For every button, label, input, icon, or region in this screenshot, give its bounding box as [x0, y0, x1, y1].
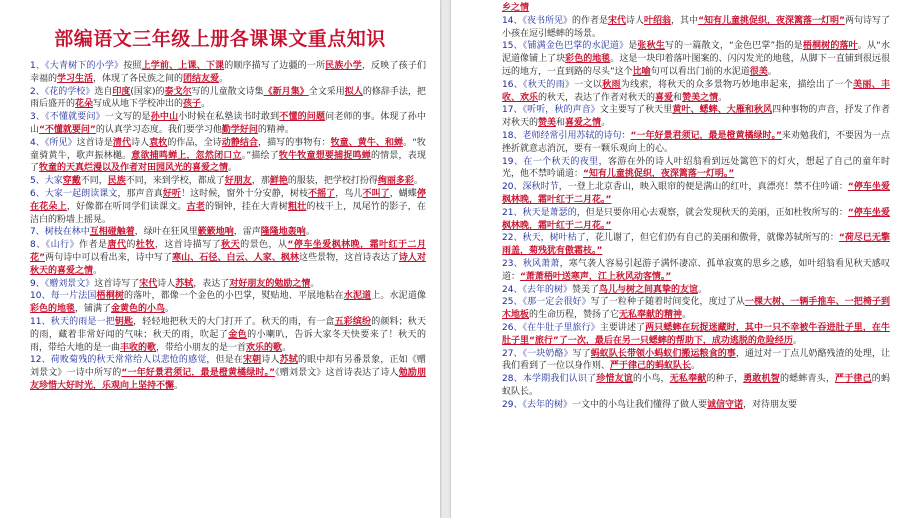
text-segment: 。”描绘了 — [241, 150, 279, 161]
text-segment: 选自 — [94, 86, 113, 97]
text-segment: 赞美了 — [571, 284, 599, 295]
text-segment: 上。水泥道像 — [371, 291, 426, 302]
text-segment: 写成从地下学校冲出的 — [93, 99, 184, 110]
key-phrase: 一棵大树、一辆手推车、一把椅子到木地板 — [502, 297, 890, 321]
text-segment: 全文采用 — [308, 86, 345, 97]
key-phrase: 袁枚 — [149, 137, 168, 148]
text-segment: 写了一粒种子随着时间变化，度过了从 — [590, 297, 745, 308]
text-segment: 的蚂蚁队长。 — [502, 374, 890, 397]
text-segment: 小时候在私塾读书时敢到 — [178, 112, 280, 123]
key-phrase: 无私奉献的精神 — [619, 310, 683, 321]
key-phrase: 美丽、丰收、欢乐 — [502, 79, 890, 103]
key-phrase: 簌簌地响 — [197, 227, 234, 238]
text-segment: 和 — [556, 118, 566, 129]
key-phrase: 严于律己的蚂蚁队长 — [610, 361, 692, 372]
key-phrase: 梧桐树 — [96, 291, 125, 302]
text-segment: ，蝴蝶 — [389, 188, 417, 199]
key-phrase: 赞美之情 — [682, 92, 719, 103]
page-right-content — [502, 2, 890, 412]
knowledge-item — [30, 278, 426, 291]
key-phrase: “知有儿童挑促织，夜深篱落一灯明” — [698, 15, 845, 26]
text-segment: 《赠刘景文》这首诗表达了诗人 — [275, 368, 399, 379]
text-segment: 。 — [282, 342, 292, 353]
key-phrase: 互相碰触着 — [89, 227, 135, 238]
key-phrase: “停车坐爱枫林晚，霜叶红于二月花。” — [502, 207, 890, 231]
text-segment: 这首诗是 — [76, 137, 113, 148]
key-phrase: 花朵 — [75, 99, 94, 110]
text-segment: 。 — [767, 66, 777, 77]
knowledge-item — [502, 181, 890, 207]
text-segment: ，描写的事物有： — [258, 137, 331, 148]
text-segment: 的作者是 — [571, 15, 608, 26]
text-segment: 25、《那一定会很好》 — [502, 297, 591, 308]
key-phrase: 金黄色的小鸟 — [111, 304, 166, 315]
key-phrase: 五彩缤纷 — [334, 316, 372, 327]
knowledge-item — [30, 239, 426, 277]
text-segment: 的情景，表现了 — [30, 150, 426, 174]
text-segment: 5、大家 — [30, 176, 63, 187]
text-segment: 。 — [165, 304, 175, 315]
key-phrase: 苏轼 — [279, 355, 298, 366]
text-segment: 。 — [310, 278, 320, 289]
text-segment: 16、《秋天的雨》 — [502, 79, 575, 90]
text-segment: 诗人 — [131, 137, 150, 148]
key-phrase: 金色 — [228, 329, 248, 340]
knowledge-item — [30, 226, 426, 239]
text-segment: 的颜料；秋天的雨，藏着非常好闻的气味；秋天的雨，吹起了 — [30, 316, 426, 340]
knowledge-item — [30, 175, 426, 188]
key-phrase: 不摇了 — [308, 188, 336, 199]
text-segment: ，绿叶在狂风里 — [134, 227, 198, 238]
key-phrase: 牧童、黄牛、和蝉 — [330, 137, 404, 148]
key-phrase: 钥匙 — [114, 316, 134, 327]
text-segment: 9、《赠刘景文》 — [30, 278, 95, 289]
text-segment: 的 — [126, 240, 136, 251]
text-segment: ，但是只要你用心去观察，就会发现秋天的美丽，正如杜牧所写的： — [576, 207, 848, 218]
text-segment: 15、《铺满金色巴掌的水泥道》 — [502, 41, 629, 52]
text-segment: 一文以 — [574, 79, 603, 90]
key-phrase: 宋代 — [608, 15, 627, 26]
key-phrase: “知有儿童挑促织，夜深篱落一灯明。” — [583, 169, 735, 180]
key-phrase: 牧牛牧童想要捕捉鸣蝉 — [278, 150, 371, 161]
text-segment: 3、《不懂就要问》 — [30, 112, 105, 123]
text-segment: 19、在一个秋天的夜里 — [502, 156, 599, 167]
text-segment: 诗人 — [261, 355, 280, 366]
key-phrase: 印度 — [112, 86, 131, 97]
knowledge-item — [502, 207, 890, 233]
key-phrase: 杜牧 — [135, 240, 155, 251]
text-segment: 。这是一块印着落叶图案的、闪闪发光的地毯，从脚下一直铺到很远很远的地方，一直到路的尽头”这个 — [502, 54, 890, 77]
key-phrase: 诚信守诺 — [706, 399, 743, 410]
text-segment: 28、本学期我们认识了 — [502, 374, 597, 385]
knowledge-item — [502, 130, 890, 156]
knowledge-item — [502, 284, 890, 297]
key-phrase: 清代 — [112, 137, 132, 148]
key-phrase: 不叫了 — [362, 188, 390, 199]
text-segment: 和 — [673, 92, 683, 103]
text-segment: 诗人 — [157, 278, 176, 289]
key-phrase: 秋天 — [221, 240, 241, 251]
text-segment: 27、《一块奶酪》 — [502, 348, 573, 359]
key-phrase: 喜爱 — [655, 92, 674, 103]
text-segment: 句可以看出门前的水泥道 — [650, 66, 750, 77]
knowledge-item — [502, 156, 890, 182]
text-segment: 的景色，从 — [240, 240, 288, 251]
key-phrase: 苏轼 — [175, 278, 194, 289]
knowledge-item — [502, 373, 890, 399]
text-segment: 主要讲述了 — [599, 322, 646, 333]
knowledge-item — [30, 111, 426, 137]
text-segment: 两句诗写了小孩在逗引蟋蟀的场景。 — [502, 15, 890, 39]
text-segment: 的精神。 — [257, 124, 294, 135]
text-segment: 21、秋天是萧瑟的 — [502, 207, 577, 218]
text-segment: 。 — [792, 335, 802, 346]
text-segment: 2、《花的学校》 — [30, 86, 95, 97]
text-segment: 的种子， — [706, 374, 744, 385]
key-phrase: 粗壮 — [287, 201, 307, 212]
text-segment: 问老师的事。体现了孙中山 — [30, 112, 426, 135]
key-phrase: “荷尽已无擎雨盖，菊残犹有傲霜枝。” — [502, 233, 890, 257]
key-phrase: 宋朝 — [243, 355, 262, 366]
text-segment: 4、《所见》 — [30, 137, 77, 148]
text-segment: 文主要写了秋天里 — [599, 105, 673, 116]
text-segment: 的蟋蟀青头， — [779, 374, 836, 385]
document-page-left — [0, 0, 440, 518]
knowledge-item — [30, 354, 426, 392]
key-phrase: 彩色的地毯 — [565, 54, 611, 65]
text-segment: ，那声音真 — [117, 188, 163, 199]
key-phrase: 好听 — [162, 188, 181, 199]
key-phrase: 比喻 — [632, 66, 651, 77]
text-segment: 8、《山行》 — [30, 240, 80, 251]
text-segment: 7、树枝在林中 — [30, 227, 90, 238]
text-segment: 一文写的是 — [104, 112, 151, 123]
knowledge-item — [502, 40, 890, 78]
key-phrase: “停车坐爱枫林晚，霜叶红于二月花。” — [502, 182, 890, 205]
text-segment: 。 — [691, 361, 701, 372]
key-phrase: 民族 — [107, 176, 126, 187]
key-phrase: 鲜艳 — [269, 176, 288, 187]
knowledge-item — [502, 232, 890, 258]
text-segment: 22、秋天，树叶枯了 — [502, 233, 586, 244]
text-segment: ，那 — [251, 176, 270, 187]
key-phrase: 动静结合 — [221, 137, 259, 148]
text-segment: ！这时候，窗外十分安静，树枝 — [181, 188, 309, 199]
key-phrase: 上学前、上课、下课 — [141, 61, 225, 71]
text-segment: 的落叶，都像一个金色的小巴掌，熨贴地、平展地粘在 — [124, 291, 344, 302]
text-segment: ，雷声 — [233, 227, 261, 238]
key-phrase: 拟人 — [344, 86, 363, 97]
text-segment: 的小鸟， — [633, 374, 670, 385]
key-phrase: 诗人对秋天的喜爱之情 — [30, 252, 426, 276]
text-segment: 24、《去年的树》 — [502, 284, 572, 295]
text-segment: 的作品，全诗 — [167, 137, 222, 148]
text-segment: 。 — [697, 284, 707, 295]
text-segment: 。 — [682, 310, 692, 321]
key-phrase: 勤学好问 — [221, 124, 258, 135]
text-segment: 29、《去年的树》 — [502, 399, 572, 410]
text-segment: 。 — [219, 73, 229, 84]
knowledge-item — [502, 296, 890, 322]
key-phrase: 牧童的天真烂漫以及作者对田园风光的喜爱之情 — [39, 163, 229, 174]
text-segment: 。 — [305, 227, 315, 238]
text-segment: 。从“水泥道像铺上了块 — [502, 41, 890, 65]
text-segment: 20、深秋时节 — [502, 182, 559, 193]
key-phrase: 孩子 — [183, 99, 202, 110]
key-phrase: 梧桐树的落叶 — [802, 41, 858, 52]
key-phrase: 严于律己 — [835, 374, 872, 385]
text-segment: 17、《听听，秋的声音》 — [502, 105, 600, 116]
key-phrase: 对好朋友的勉励之情 — [229, 278, 311, 289]
text-segment: 18、老师经常引用苏轼的诗句： — [502, 130, 631, 141]
text-segment: ，体现了各民族之间的 — [93, 73, 184, 84]
key-phrase: 古老 — [186, 201, 206, 212]
text-segment: 的秋天，表达了作者对秋天的 — [538, 92, 656, 103]
text-segment: 的顺序描写了边疆的一所 — [224, 61, 326, 71]
key-phrase: 勇敢机智 — [743, 374, 780, 385]
text-segment: 。 — [174, 380, 184, 391]
key-phrase: 欢乐的歌 — [246, 342, 283, 353]
text-segment: 写的一篇散文，“金色巴掌”指的是 — [664, 41, 803, 52]
key-phrase: “一年好景君须记，最是橙黄橘绿时。” — [630, 130, 782, 141]
key-phrase: 勉励朋友珍惜大好时光，乐观向上坚持不懈 — [30, 368, 426, 391]
text-segment: 的服装，把学校打扮得 — [287, 176, 378, 187]
text-segment: ，表达了 — [193, 278, 230, 289]
key-phrase: “不懂就要问” — [39, 124, 96, 135]
text-segment: 作者是 — [79, 240, 108, 251]
key-phrase: 泰戈尔 — [164, 86, 192, 97]
text-segment: ，带给小朋友的是一首 — [156, 342, 247, 353]
text-segment: 是 — [628, 41, 638, 52]
key-phrase: “萧萧梧叶送寒声，江上秋风动客情。” — [520, 271, 672, 282]
key-phrase: 秋雨 — [602, 79, 621, 90]
knowledge-item — [502, 258, 890, 284]
key-phrase: 意欲捕鸣蝉上，忽然闭口立 — [131, 150, 242, 161]
key-phrase: 无私奉献 — [669, 374, 707, 385]
text-segment: ，客游在外的诗人叶绍翁看到远处篱笆下的灯火，想起了自己的童年时光，他不禁吟诵道： — [502, 156, 890, 180]
text-segment: 。“牧童骑黄牛，歌声振林樾。 — [30, 137, 426, 161]
text-segment: 两句诗中可以看出来，诗中写了 — [45, 252, 173, 263]
text-segment: 为线索，将秋天的众多景物巧妙地串起来，描绘出了一个 — [620, 79, 854, 90]
text-segment: 的铜钟，挂在大青树 — [205, 201, 288, 212]
knowledge-item — [30, 86, 426, 112]
key-phrase: 民族小学 — [325, 61, 362, 71]
text-segment: 按照 — [123, 61, 142, 71]
text-segment: 。 — [201, 99, 211, 110]
text-segment: 写的儿童散文诗集 — [191, 86, 264, 97]
text-segment: 6、大家一起朗读课文 — [30, 188, 118, 199]
text-segment: ，寒气袭人容易引起游子满怀凄凉、孤单寂寞的思乡之感，如叶绍翁看见秋天感叹道： — [502, 258, 890, 282]
text-segment: 不同， — [80, 176, 108, 187]
text-segment: 的生命历程，赞扬了它 — [529, 310, 620, 321]
text-segment: ，一登上北京香山，映入眼帘的便是满山的红叶，真漂亮！禁不住吟诵： — [558, 182, 848, 193]
knowledge-item — [502, 79, 890, 105]
key-phrase: 《新月集》 — [263, 86, 309, 97]
text-segment: 不同，来到学校，都成了 — [125, 176, 225, 187]
knowledge-item — [502, 348, 890, 374]
text-segment: 写了 — [572, 348, 591, 359]
text-segment: 1、《大青树下的小学》 — [30, 61, 124, 71]
text-segment: ，好像都在听同学们读课文。 — [66, 201, 187, 212]
text-segment: ，反映了孩子们幸福的 — [30, 61, 426, 84]
key-phrase: 停在花朵上 — [30, 188, 426, 212]
text-segment: 10、每一片法国 — [30, 291, 97, 302]
text-segment: 的小喇叭，告诉大家冬天快要来了！秋天的雨，带给大地的是一曲 — [30, 329, 426, 353]
text-segment: 。 — [93, 265, 103, 276]
key-phrase: “停车坐爱枫林晚，霜叶红于二月花” — [30, 240, 426, 263]
text-segment: 。 — [601, 118, 611, 129]
text-segment: 一文中的小鸟让我们懂得了做人要 — [571, 399, 707, 410]
text-segment: ，花儿谢了，但它们仍有自己的美丽和傲骨，就像苏轼所写的： — [585, 233, 839, 244]
knowledge-item — [30, 316, 426, 354]
key-phrase: 赞美 — [538, 118, 557, 129]
text-segment: ，其中 — [671, 15, 699, 26]
key-phrase: “一年好景君须记，最是橙黄橘绿时。” — [121, 368, 276, 379]
key-phrase: 彩色的地毯 — [30, 304, 76, 315]
key-phrase: 丰收的歌 — [120, 342, 157, 353]
text-segment: 14、《夜书所见》 — [502, 15, 572, 26]
text-segment: 23、秋风萧萧 — [502, 258, 560, 269]
key-phrase: 叶绍翁 — [644, 15, 672, 26]
key-phrase: 穿戴 — [62, 176, 81, 187]
knowledge-item — [30, 188, 426, 226]
knowledge-item — [30, 60, 426, 86]
knowledge-item — [502, 2, 890, 15]
key-phrase: 蚂蚁队长带领小蚂蚁们搬运粮食的事 — [590, 348, 736, 359]
knowledge-item — [30, 290, 426, 316]
key-phrase: 两只蟋蟀在玩捉迷藏时，其中一只不幸被牛吞进肚子里，在牛肚子里“旅行”了一次，最后在另一只蟋蟀的帮助下，成功逃脱的危险经历 — [502, 322, 890, 346]
text-segment: ，轻轻地把秋天的大门打开了。秋天的雨，有一盒 — [133, 316, 335, 327]
text-segment: ，这首诗描写了 — [154, 240, 222, 251]
key-phrase: 黄叶、蟋蟀、大雁和秋风 — [672, 105, 773, 116]
text-segment: ，通过对一丁点儿奶酪残渣的处理，让我们看到了一位以身作则、 — [502, 348, 890, 372]
text-segment: ，但是在 — [206, 355, 243, 366]
text-segment: ，铺满了 — [75, 304, 112, 315]
text-segment: 26、《在牛肚子里旅行》 — [502, 322, 600, 333]
key-phrase: 唐代 — [107, 240, 127, 251]
key-phrase: 隆隆地轰响 — [260, 227, 306, 238]
text-segment: 这首诗写了 — [94, 278, 140, 289]
text-segment: ，鸟儿 — [335, 188, 363, 199]
text-segment: 11、秋天的雨是一把 — [30, 316, 115, 327]
key-phrase: 水泥道 — [343, 291, 372, 302]
key-phrase: 绚丽多彩 — [377, 176, 414, 187]
text-segment: 这些景物，这首诗表达了 — [299, 252, 399, 263]
key-phrase: 乡之情 — [502, 3, 530, 13]
key-phrase: 寒山、石径、白云、人家、枫林 — [172, 252, 300, 263]
text-segment: 。 — [413, 176, 423, 187]
key-phrase: 学习生活 — [57, 73, 94, 84]
text-segment: ，对待朋友要 — [742, 399, 797, 410]
knowledge-item — [502, 322, 890, 348]
key-phrase: 珍惜友谊 — [596, 374, 633, 385]
key-phrase: 孙中山 — [150, 112, 179, 123]
knowledge-item — [30, 137, 426, 175]
text-segment: 的认真学习态度。我们要学习他 — [95, 124, 222, 135]
text-segment: 12、荷败菊残的秋天常常给人以悲怆的感觉 — [30, 355, 207, 366]
text-segment: 的眼中却有另番景象，正如《赠刘景文》一诗中所写的 — [30, 355, 426, 379]
key-phrase: 团结友爱 — [183, 73, 220, 84]
key-phrase: 喜爱之情 — [565, 118, 602, 129]
text-segment: 。 — [228, 163, 238, 174]
knowledge-item — [502, 15, 890, 41]
document-page-right — [451, 0, 902, 518]
text-segment: 诗人 — [626, 15, 645, 26]
key-phrase: 不懂的问题 — [279, 112, 326, 123]
page-title: 部编语文三年级上册各课课文重点知识 — [54, 28, 386, 50]
key-phrase: 鸟儿与树之间真挚的友谊 — [598, 284, 698, 295]
text-segment: 的枝干上，凤尾竹的影子，在洁白的粉墙上摇晃。 — [30, 201, 426, 225]
text-segment: 来劝勉我们，不要因为一点挫折就意志消沉，要有一颗乐观向上的心。 — [502, 130, 890, 154]
knowledge-item — [502, 104, 890, 130]
page-left-content — [30, 60, 426, 393]
text-segment: 的修辞手法，把雨后盛开的 — [30, 86, 426, 110]
key-phrase: 很美 — [749, 66, 768, 77]
text-segment: 。 — [718, 92, 728, 103]
text-segment: (国家)的 — [130, 86, 165, 97]
knowledge-item — [502, 399, 890, 412]
key-phrase: 宋代 — [139, 278, 158, 289]
text-segment: 四种事物的声音，抒发了作者对秋天的 — [502, 105, 890, 129]
key-phrase: 好朋友 — [224, 176, 252, 187]
key-phrase: 张秋生 — [637, 41, 665, 52]
